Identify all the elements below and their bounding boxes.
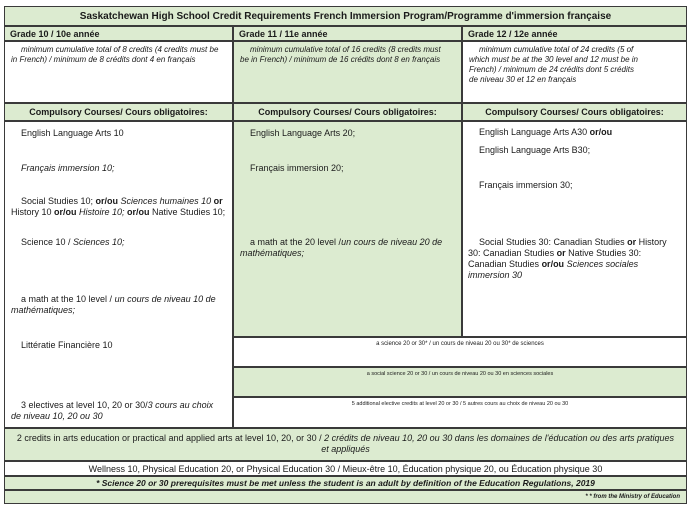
grade10-social-e: Histoire 10; (76, 207, 125, 217)
grade10-electives (11, 400, 217, 422)
arts-text (13, 433, 678, 455)
wellness-row (4, 461, 687, 476)
grade10-header: Grade 10 / 10e année (10, 29, 100, 39)
grade11-math-fr: un cours de niveau 20 de mathématiques; (240, 237, 443, 258)
grade10-compulsory-cell (4, 103, 233, 121)
grade12-ela-b30: English Language Arts B30; (479, 145, 591, 155)
grade11-francais: Français immersion 20; (250, 163, 344, 173)
grade10-compulsory-label: Compulsory Courses/ Cours obligatoires: (29, 107, 208, 117)
grade10-science-fr: Sciences 10; (73, 237, 125, 247)
grade10-science-en: Science 10 / (21, 237, 74, 247)
grade11-minimum: minimum cumulative total of 16 credits (8 credits must be in French) / minimum de 16 crédits dont 8 en français (240, 45, 441, 64)
title-row (4, 6, 687, 26)
ministry-note: * * from the Ministry of Education (585, 494, 680, 500)
prereq-text: * Science 20 or 30 prerequisites must be met unless the student is an adult by definition of the Education Regulations, 2019 (96, 478, 595, 488)
grade11-header: Grade 11 / 11e année (239, 29, 328, 39)
grade11-ela: English Language Arts 20; (250, 128, 356, 138)
shared-social-science-text: a social science 20 or 30 / un cours de niveau 20 ou 30 en sciences sociales (366, 371, 554, 377)
grade10-math-fr: un cours de niveau 10 de mathématiques; (11, 294, 216, 315)
grade10-courses-cell (4, 121, 233, 428)
grade10-math (11, 294, 225, 316)
grade12-header-cell (462, 26, 687, 41)
grade12-francais: Français immersion 30; (479, 180, 573, 190)
grade10-social-a: Social Studies 10; (21, 196, 94, 206)
grade11-minimum-cell (233, 41, 462, 103)
grade10-social-f: Native Studies 10; (152, 207, 226, 217)
page-title: Saskatchewan High School Credit Requirements French Immersion Program/Programme d'immersion française (79, 11, 612, 22)
grade10-social-studies (11, 196, 227, 218)
grade10-electives-en: 3 electives at level 10, 20 or 30/ (21, 400, 148, 410)
grade12-ela-a30 (479, 127, 612, 138)
shared-science-cell (233, 337, 687, 367)
grade10-minimum-cell (4, 41, 233, 103)
grade10-francais: Français immersion 10; (21, 163, 115, 173)
grade12-minimum-cell (462, 41, 687, 103)
grade12-social-4: Sciences sociales immersion 30 (468, 259, 639, 280)
grade11-compulsory-label: Compulsory Courses/ Cours obligatoires: (258, 107, 437, 117)
wellness-text: Wellness 10, Physical Education 20, or Physical Education 30 / Mieux-être 10, Éducation physique 20, ou Éducation physique 30 (88, 464, 603, 474)
grade11-courses-cell (233, 121, 462, 337)
grade12-compulsory-label: Compulsory Courses/ Cours obligatoires: (485, 107, 664, 117)
grade11-compulsory-cell (233, 103, 462, 121)
grade10-science (21, 237, 125, 248)
arts-text-en: 2 credits in arts education or practical and applied arts at level 10, 20, or 30 / (16, 433, 325, 443)
grade12-compulsory-cell (462, 103, 687, 121)
arts-text-fr: 2 crédits de niveau 10, 20 ou 30 dans les domaines de l'éducation ou des arts pratiques et appliqués (321, 433, 675, 454)
grade11-math (240, 237, 454, 259)
grade12-social-3: Native Studies 30: Canadian Studies (468, 248, 642, 269)
grade12-social-studies (468, 237, 680, 281)
grade10-social-or1: or/ou (93, 196, 121, 206)
grade10-litteratie: Littératie Financière 10 (21, 340, 113, 350)
shared-electives-cell (233, 397, 687, 428)
grade12-social-or1: or (627, 237, 637, 247)
grade12-ela-a30-text: English Language Arts A30 (479, 127, 590, 137)
grade12-minimum: minimum cumulative total of 24 credits (5 of which must be at the 30 level and 12 must be in French) / minimum de 24 crédits dont 5 crédits de niveau 30 et 12 en français (469, 45, 638, 84)
grade10-electives-fr: 3 cours au choix de niveau 10, 20 ou 30 (11, 400, 214, 421)
grade10-social-or3: or/ou (124, 207, 153, 217)
grade10-social-c: or (213, 196, 223, 206)
prereq-row (4, 476, 687, 490)
grade12-courses-cell (462, 121, 687, 337)
shared-science-text: a science 20 or 30* / un cours de niveau 20 ou 30* de sciences (376, 341, 544, 347)
arts-row (4, 428, 687, 461)
grade10-math-en: a math at the 10 level / (21, 294, 115, 304)
grade10-header-cell (4, 26, 233, 41)
ministry-row (4, 490, 687, 504)
grade12-social-1: Social Studies 30: Canadian Studies (479, 237, 628, 247)
grade12-ela-or: or/ou (589, 127, 613, 137)
grade10-social-d: History 10 (11, 207, 55, 217)
grade10-social-b: Sciences humaines 10 (120, 196, 212, 206)
grade12-header: Grade 12 / 12e année (468, 29, 558, 39)
grade11-header-cell (233, 26, 462, 41)
grade12-social-2: History 30: Canadian Studies (468, 237, 667, 258)
grade10-ela: English Language Arts 10 (21, 128, 124, 138)
grade10-social-or2: or/ou (54, 207, 77, 217)
grade10-minimum: minimum cumulative total of 8 credits (4 credits must be in French) / minimum de 8 crédits dont 4 en français (11, 45, 219, 64)
shared-electives-text: 5 additional elective credits at level 20 or 30 / 5 autres cours au choix de niveau 20 ou 30 (351, 401, 569, 407)
shared-social-science-cell (233, 367, 687, 397)
grade12-social-or3: or/ou (541, 259, 565, 269)
grade12-social-or2: or (556, 248, 566, 258)
grade11-math-en: a math at the 20 level / (250, 237, 342, 247)
